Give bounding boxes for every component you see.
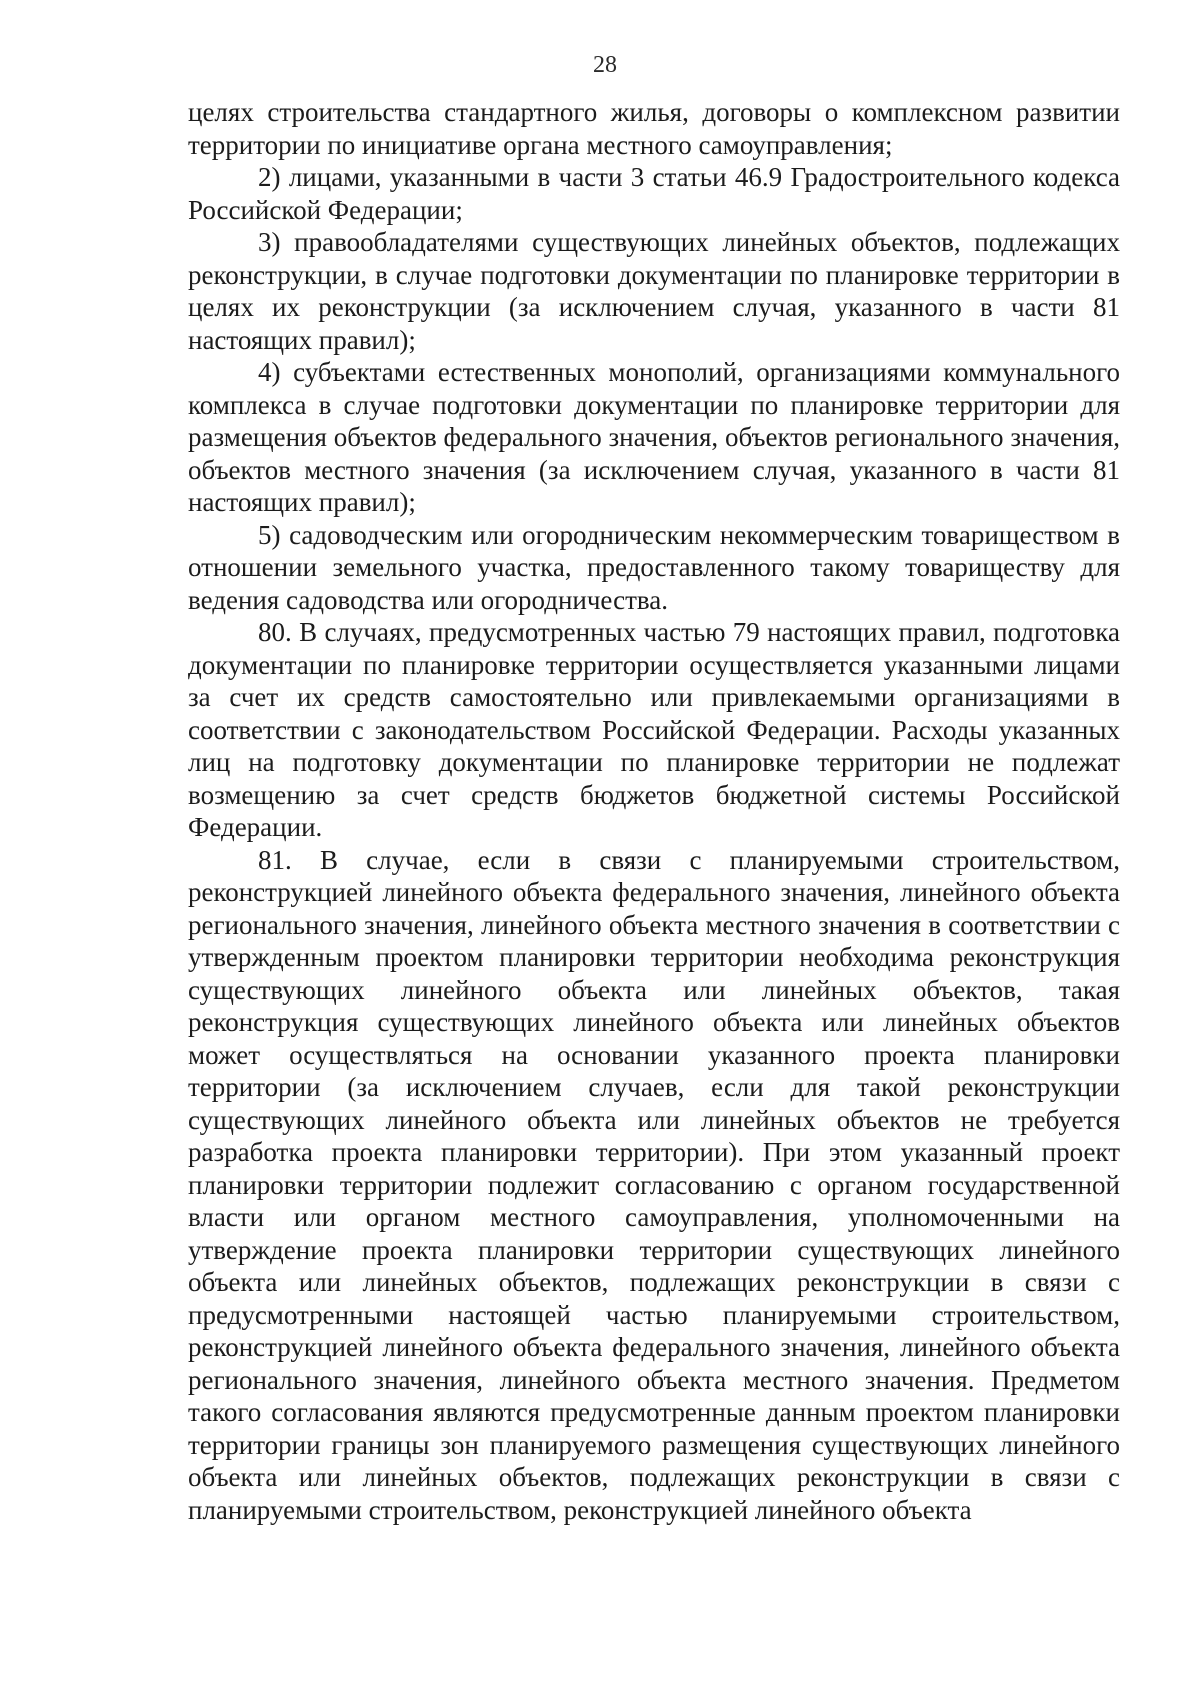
document-body (188, 96, 1120, 1526)
list-item-4: 4) субъектами естественных монополий, организациями коммунального комплекса в случае подготовки документации по планировке территории для размещения объектов федерального значения, объектов регионального значения, объектов местного значения (за исключением случая, указанного в части 81 настоящих правил); (188, 357, 1120, 517)
list-item-2: 2) лицами, указанными в части 3 статьи 46.9 Градостроительного кодекса Российской Федерации; (188, 162, 1120, 225)
paragraph-continuation: целях строительства стандартного жилья, договоры о комплексном развитии территории по инициативе органа местного самоуправления; (188, 97, 1120, 160)
list-item-3: 3) правообладателями существующих линейных объектов, подлежащих реконструкции, в случае подготовки документации по планировке территории в целях их реконструкции (за исключением случая, указанного в части 81 настоящих правил); (188, 227, 1120, 355)
section-80: 80. В случаях, предусмотренных частью 79 настоящих правил, подготовка документации по планировке территории осуществляется указанными лицами за счет их средств самостоятельно или привлекаемыми организациями в соответствии с законодательством Российской Федерации. Расходы указанных лиц на подготовку документации по планировке территории не подлежат возмещению за счет средств бюджетов бюджетной системы Российской Федерации. (188, 617, 1120, 842)
section-81: 81. В случае, если в связи с планируемыми строительством, реконструкцией линейного объекта федерального значения, линейного объекта регионального значения, линейного объекта местного значения в соответствии с утвержденным проектом планировки территории необходима реконструкция существующих линейного объекта или линейных объектов, такая реконструкция существующих линейного объекта или линейных объектов может осуществляться на основании указанного проекта планировки территории (за исключением случаев, если для такой реконструкции существующих линейного объекта или линейных объектов не требуется разработка проекта планировки территории). При этом указанный проект планировки территории подлежит согласованию с органом государственной власти или органом местного самоуправления, уполномоченными на утверждение проекта планировки территории существующих линейного объекта или линейных объектов, подлежащих реконструкции в связи с предусмотренными настоящей частью планируемыми строительством, реконструкцией линейного объекта федерального значения, линейного объекта регионального значения, линейного объекта местного значения. Предметом такого согласования являются предусмотренные данным проектом планировки территории границы зон планируемого размещения существующих линейного объекта или линейных объектов, подлежащих реконструкции в связи с планируемыми строительством, реконструкцией линейного объекта (188, 844, 1120, 1525)
list-item-5: 5) садоводческим или огородническим некоммерческим товариществом в отношении земельного участка, предоставленного такому товариществу для ведения садоводства или огородничества. (188, 519, 1120, 615)
page-number: 28 (593, 52, 617, 78)
